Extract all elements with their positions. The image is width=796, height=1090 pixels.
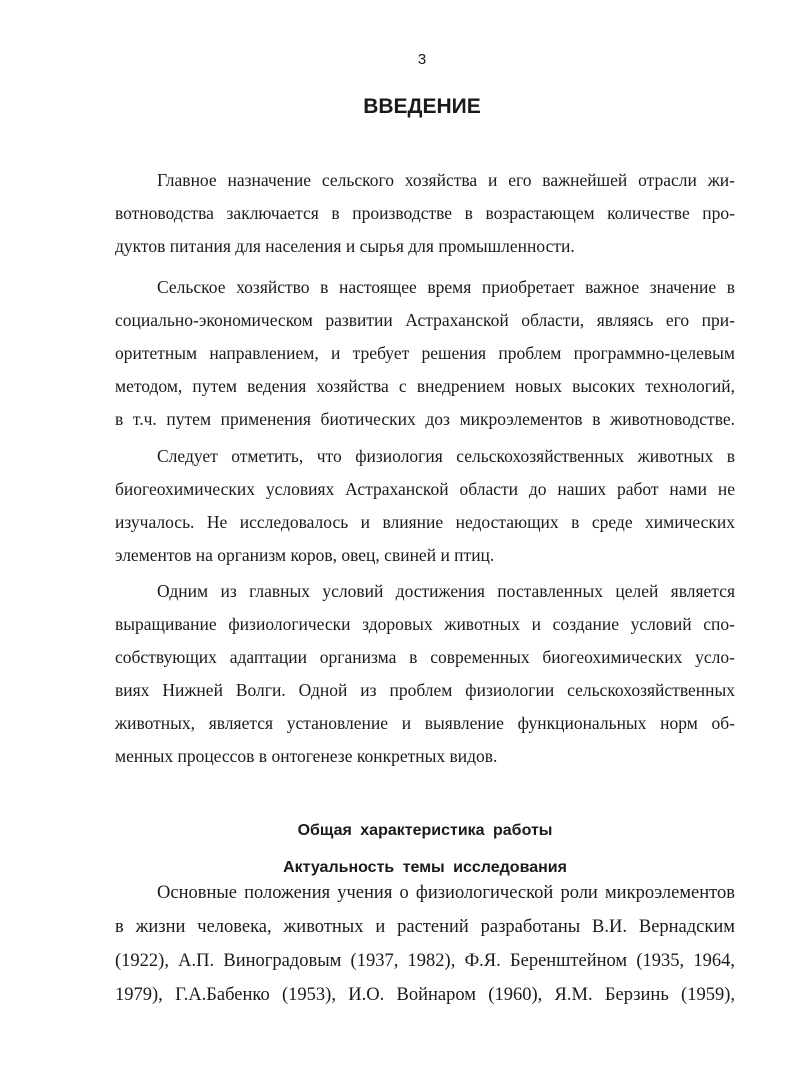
- paragraph-line: Основные положения учения о физиологической роли микроэлементов: [157, 883, 735, 903]
- paragraph-line: (1922), А.П. Виноградовым (1937, 1982), Ф.Я. Беренштейном (1935, 1964,: [115, 951, 735, 971]
- paragraph-line: Сельское хозяйство в настоящее время приобретает важное значение в: [157, 277, 735, 297]
- paragraph-line: вотноводства заключается в производстве в возрастающем количестве про-: [115, 203, 735, 223]
- paragraph-line: оритетным направлением, и требует решения проблем программно-целевым: [115, 343, 735, 363]
- paragraph-3: [115, 440, 735, 572]
- paragraph-line: 1979), Г.А.Бабенко (1953), И.О. Войнаром (1960), Я.М. Берзинь (1959),: [115, 985, 735, 1005]
- section-subheading: Актуальность темы исследования: [283, 859, 567, 876]
- paragraph-line: биогеохимических условиях Астраханской области до наших работ нами не: [115, 479, 735, 499]
- paragraph-line: животных, является установление и выявление функциональных норм об-: [115, 713, 735, 733]
- paragraph-line: изучалось. Не исследовалось и влияние недостающих в среде химических: [115, 512, 735, 532]
- section-paragraph: [115, 876, 735, 1012]
- section-heading: Общая характеристика работы: [297, 822, 553, 839]
- paragraph-line: собствующих адаптации организма в современных биогеохимических усло-: [115, 647, 735, 667]
- paragraph-line: Одним из главных условий достижения поставленных целей является: [157, 581, 735, 601]
- paragraph-4: [115, 575, 735, 773]
- page-number: 3: [417, 51, 427, 68]
- paragraph-line: выращивание физиологически здоровых животных и создание условий спо-: [115, 614, 735, 634]
- page-title: ВВЕДЕНИЕ: [363, 95, 481, 118]
- paragraph-line: методом, путем ведения хозяйства с внедрением новых высоких технологий,: [115, 376, 735, 396]
- paragraph-line: Главное назначение сельского хозяйства и его важнейшей отрасли жи-: [157, 170, 735, 190]
- paragraph-1: [115, 164, 735, 263]
- paragraph-line: дуктов питания для населения и сырья для промышленности.: [115, 236, 575, 256]
- paragraph-line: в т.ч. путем применения биотических доз микроэлементов в животноводстве.: [115, 409, 735, 429]
- paragraph-line: виях Нижней Волги. Одной из проблем физиологии сельскохозяйственных: [115, 680, 735, 700]
- paragraph-line: в жизни человека, животных и растений разработаны В.И. Вернадским: [115, 917, 735, 937]
- paragraph-2: [115, 271, 735, 436]
- paragraph-line: менных процессов в онтогенезе конкретных видов.: [115, 746, 498, 766]
- paragraph-line: Следует отметить, что физиология сельскохозяйственных животных в: [157, 446, 735, 466]
- paragraph-line: элементов на организм коров, овец, свиней и птиц.: [115, 545, 495, 565]
- paragraph-line: социально-экономическом развитии Астраханской области, являясь его при-: [115, 310, 735, 330]
